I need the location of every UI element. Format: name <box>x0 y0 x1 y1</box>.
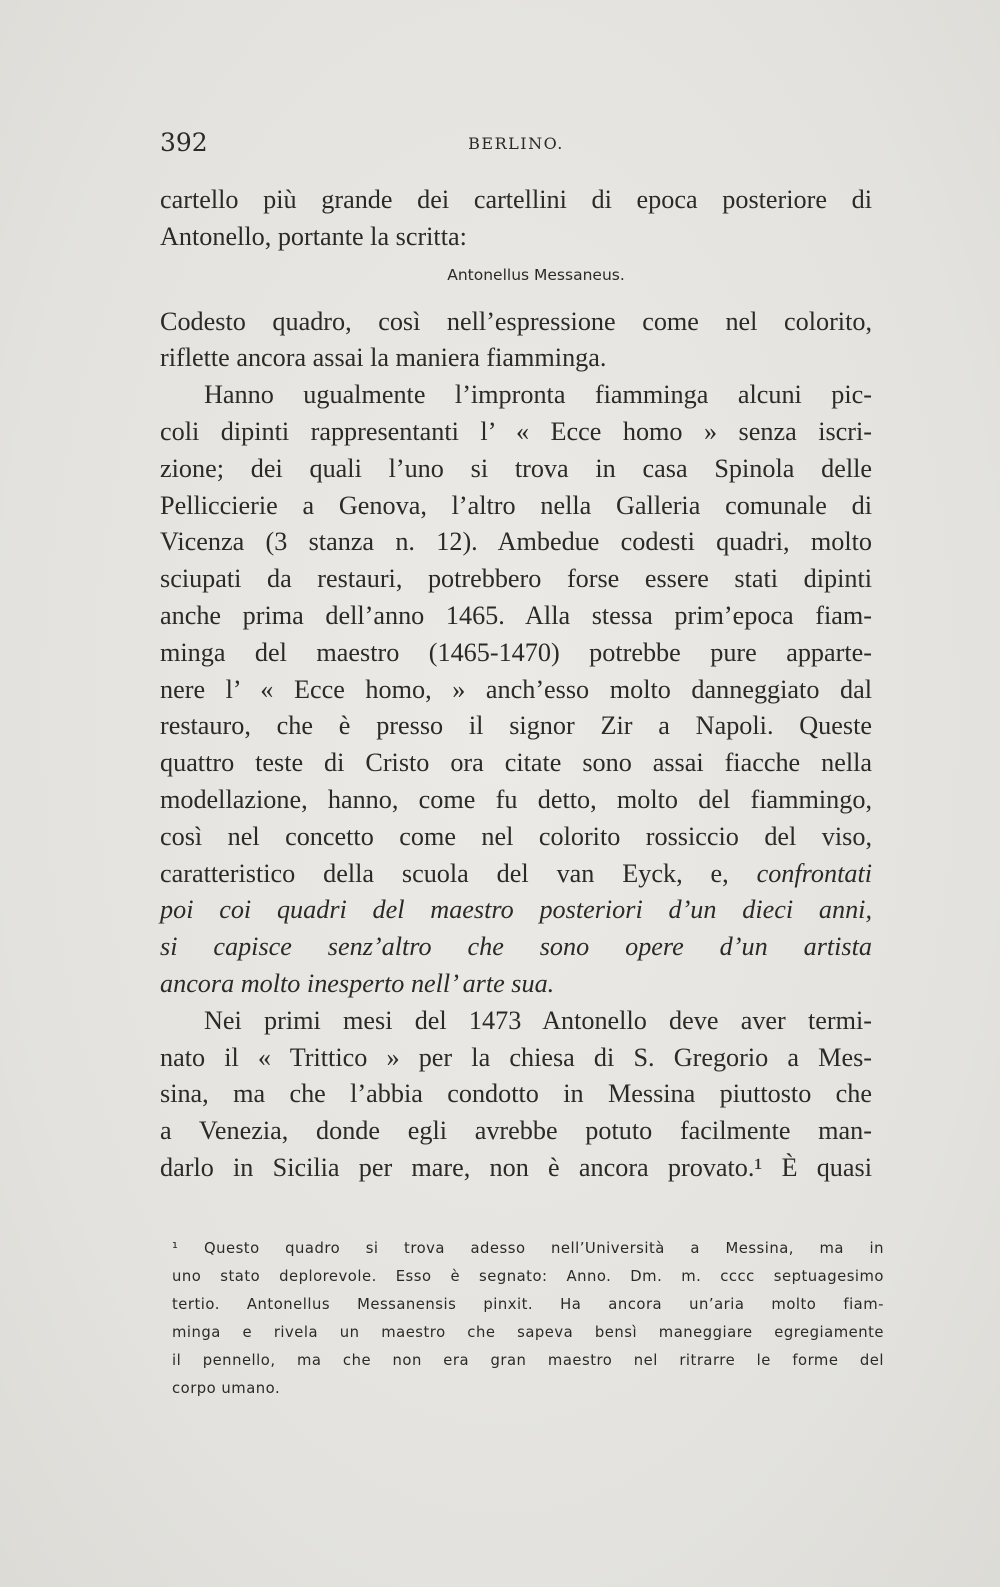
text-line: a Venezia, donde egli avrebbe potuto facilmente man- <box>160 1116 872 1146</box>
roman-text: caratteristico della scuola del van Eyck, e, <box>160 858 757 888</box>
text-line: nato il « Trittico » per la chiesa di S. Gregorio a Mes- <box>160 1042 872 1072</box>
text-line: restauro, che è presso il signor Zir a Napoli. Queste <box>160 711 872 741</box>
italic-line: ancora molto inesperto nell’ arte sua. <box>160 968 555 998</box>
text-line: cartello più grande dei cartellini di epoca posteriore di <box>160 185 872 214</box>
text-line: darlo in Sicilia per mare, non è ancora provato.¹ È quasi <box>160 1152 872 1182</box>
text-line: riflette ancora assai la maniera fiamminga. <box>160 343 607 373</box>
text-line <box>160 856 872 893</box>
running-head <box>160 128 872 164</box>
footnote-line: ¹ Questo quadro si trova adesso nell’Università a Messina, ma in <box>172 1240 884 1257</box>
text-line: minga del maestro (1465-1470) potrebbe pure apparte- <box>160 637 872 667</box>
text-line: Pelliccierie a Genova, l’altro nella Galleria comunale di <box>160 490 872 520</box>
text-line: così nel concetto come nel colorito rossiccio del viso, <box>160 821 872 851</box>
text-line: Nei primi mesi del 1473 Antonello deve aver termi- <box>204 1005 872 1035</box>
text-line: anche prima dell’anno 1465. Alla stessa prim’epoca fiam- <box>160 600 872 630</box>
text-line: Hanno ugualmente l’impronta fiamminga alcuni pic- <box>204 380 872 410</box>
text-line: modellazione, hanno, come fu detto, molto del fiammingo, <box>160 784 872 814</box>
footnote-line: corpo umano. <box>172 1380 281 1397</box>
paragraph-2 <box>160 304 872 378</box>
footnote-line: il pennello, ma che non era gran maestro nel ritrarre le forme del <box>172 1352 884 1369</box>
footnote <box>172 1235 884 1403</box>
italic-line: poi coi quadri del maestro posteriori d’un dieci anni, <box>160 895 872 925</box>
text-line: Antonello, portante la scritta: <box>160 221 467 251</box>
text-line: nere l’ « Ecce homo, » anch’esso molto danneggiato dal <box>160 674 872 704</box>
inscription: Antonellus Messaneus. <box>447 265 625 284</box>
paragraph-4 <box>160 1003 872 1187</box>
text-line: Codesto quadro, così nell’espressione come nel colorito, <box>160 306 872 336</box>
text-line: sina, ma che l’abbia condotto in Messina piuttosto che <box>160 1079 872 1109</box>
text-line: Vicenza (3 stanza n. 12). Ambedue codesti quadri, molto <box>160 527 872 557</box>
paragraph-1 <box>160 182 872 256</box>
footnote-line: uno stato deplorevole. Esso è segnato: Anno. Dm. m. cccc septuagesimo <box>172 1268 884 1285</box>
page-number: 392 <box>160 128 208 157</box>
footnote-line: tertio. Antonellus Messanensis pinxit. Ha ancora un’aria molto fiam- <box>172 1296 884 1313</box>
text-line: coli dipinti rappresentanti l’ « Ecce homo » senza iscri- <box>160 416 872 446</box>
italic-line: si capisce senz’altro che sono opere d’un artista <box>160 932 872 962</box>
paragraph-3 <box>160 377 872 1003</box>
text-line: zione; dei quali l’uno si trova in casa Spinola delle <box>160 453 872 483</box>
body-text <box>160 182 872 1187</box>
text-line: quattro teste di Cristo ora citate sono assai fiacche nella <box>160 748 872 778</box>
italic-text: confrontati <box>756 858 872 888</box>
running-title: BERLINO. <box>468 134 564 153</box>
text-line: sciupati da restauri, potrebbero forse essere stati dipinti <box>160 564 872 594</box>
footnote-line: minga e rivela un maestro che sapeva bensì maneggiare egregiamente <box>172 1324 884 1341</box>
